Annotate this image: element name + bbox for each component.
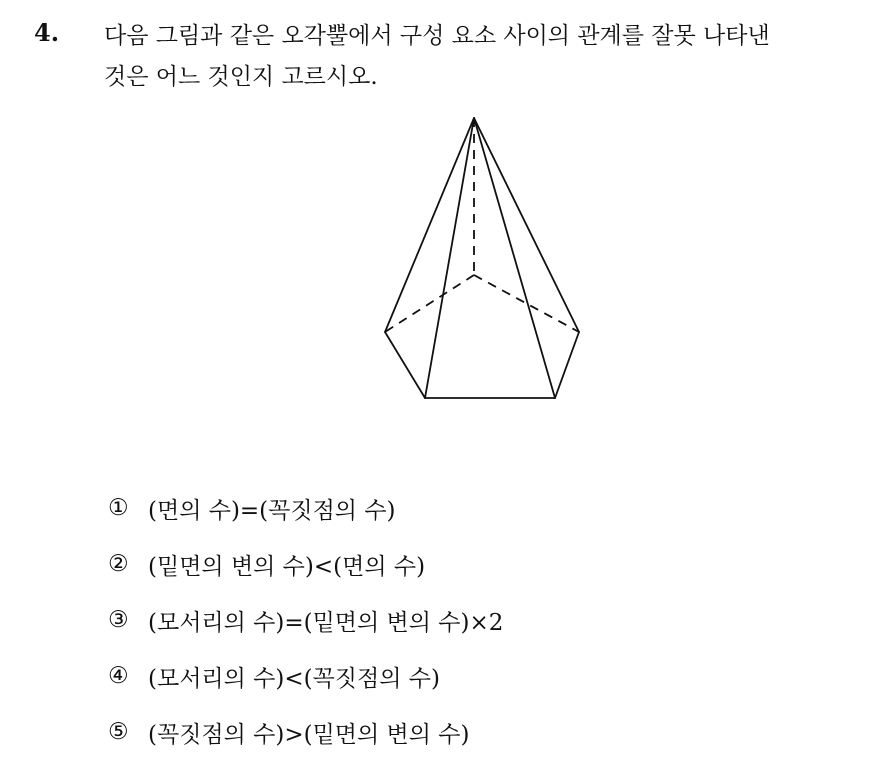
choice-marker: ⑤ xyxy=(108,719,129,745)
choice-text: (밑면의 변의 수)<(면의 수) xyxy=(148,553,426,580)
choice-4[interactable] xyxy=(108,648,808,704)
choice-2[interactable] xyxy=(108,536,808,592)
hidden-base-edge xyxy=(474,275,579,332)
choice-marker: ③ xyxy=(108,607,129,633)
choice-text: (꼭짓점의 수)>(밑면의 변의 수) xyxy=(148,721,470,748)
question-stem-line-1: 다음 그림과 같은 오각뿔에서 구성 요소 사이의 관계를 잘못 나타낸 xyxy=(104,23,770,49)
choice-list xyxy=(108,480,808,760)
choice-5[interactable] xyxy=(108,704,808,760)
question-number: 4. xyxy=(34,18,60,47)
question-stem xyxy=(104,16,874,98)
choice-3[interactable] xyxy=(108,592,808,648)
choice-marker: ④ xyxy=(108,663,129,689)
choice-text: (모서리의 수)<(꼭짓점의 수) xyxy=(148,665,440,692)
pentagonal-pyramid-figure xyxy=(370,110,600,410)
choice-text: (면의 수)=(꼭짓점의 수) xyxy=(148,497,396,524)
base-edge xyxy=(555,332,579,398)
choice-marker: ② xyxy=(108,551,129,577)
hidden-base-edge xyxy=(385,275,474,332)
choice-1[interactable] xyxy=(108,480,808,536)
question-stem-line-2: 것은 어느 것인지 고르시오. xyxy=(104,64,378,90)
lateral-edge xyxy=(385,118,474,332)
lateral-edge xyxy=(425,118,474,398)
choice-marker: ① xyxy=(108,495,129,521)
choice-text: (모서리의 수)=(밑면의 변의 수)×2 xyxy=(148,609,504,636)
base-edge xyxy=(385,332,425,398)
